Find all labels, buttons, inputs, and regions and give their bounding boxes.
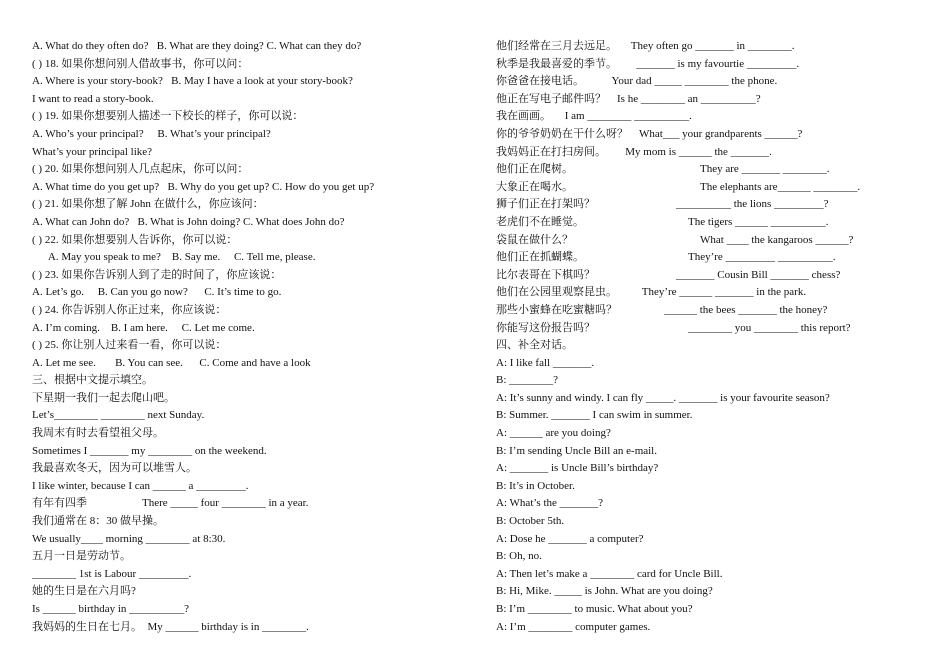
dialogue-line: A: It’s sunny and windy. I can fly _____. _______ is your favourite season? xyxy=(496,391,830,404)
line-english: _______ Cousin Bill _______ chess? xyxy=(676,268,841,281)
text-line xyxy=(496,267,926,285)
dialogue-line: B: Summer. _______ I can swim in summer. xyxy=(496,409,693,422)
text-line: 他们在公园里观察昆虫。 They’re ______ _______ in the park. xyxy=(496,286,807,299)
text-line: I like winter, because I can ______ a _________. xyxy=(32,479,249,492)
dialogue-line: A: What’s the _______? xyxy=(496,497,604,510)
text-line xyxy=(496,196,926,214)
text-line xyxy=(496,320,926,338)
text-line xyxy=(496,232,926,250)
dialogue-line: A: Then let’s make a ________ card for Uncle Bill. xyxy=(496,567,723,580)
text-line: ________ 1st is Labour _________. xyxy=(32,567,192,580)
line-english: The elephants are______ ________. xyxy=(700,180,861,193)
text-line: 她的生日是在六月吗? xyxy=(32,585,136,598)
text-line: We usually____ morning ________ at 8:30. xyxy=(32,532,226,545)
text-line: 我最喜欢冬天，因为可以堆雪人。 xyxy=(32,462,197,475)
text-line xyxy=(496,214,926,232)
text-line: A. What can John do? B. What is John doing? C. What does John do? xyxy=(32,215,345,228)
dialogue-line: B: Oh, no. xyxy=(496,550,542,563)
line-english: The tigers ______ __________. xyxy=(688,215,829,228)
dialogue-line: A: ______ are you doing? xyxy=(496,427,611,440)
dialogue-line: B: I’m sending Uncle Bill an e-mail. xyxy=(496,444,657,457)
text-line xyxy=(496,302,926,320)
line-chinese: 狮子们正在打架吗？ xyxy=(496,198,595,211)
line-english: ________ you ________ this report? xyxy=(688,321,851,334)
line-english: There _____ four ________ in a year. xyxy=(142,497,309,510)
text-line: Sometimes I _______ my ________ on the weekend. xyxy=(32,444,267,457)
left-column xyxy=(32,38,452,636)
dialogue-line: B: I’m ________ to music. What about you? xyxy=(496,603,693,615)
text-line: A. I’m coming. B. I am here. C. Let me come. xyxy=(32,321,255,334)
text-line xyxy=(496,179,926,197)
text-line: A. May you speak to me? B. Say me. C. Tell me, please. xyxy=(32,251,316,264)
line-english: __________ the lions _________? xyxy=(676,198,829,211)
text-line: 你的爷爷奶奶在干什么呀？ What___ your grandparents ______? xyxy=(496,127,803,140)
dialogue-line: A: I’m ________ computer games. xyxy=(496,620,651,633)
text-line: 我周末有时去看望祖父母。 xyxy=(32,427,164,440)
text-line: What’s your principal like? xyxy=(32,145,153,158)
question-21: ( ) 21. 如果你想了解 John 在做什么，你应该问： xyxy=(32,198,264,211)
text-line: 秋季是我最喜爱的季节。 _______ is my favourtie _________. xyxy=(496,57,800,70)
question-20: ( ) 20. 如果你想问别人几点起床，你可以问： xyxy=(32,163,249,176)
text-line xyxy=(32,495,452,513)
text-line: 他正在写电子邮件吗？ Is he ________ an __________? xyxy=(496,92,761,105)
text-line: 下星期一我们一起去爬山吧。 xyxy=(32,391,175,404)
line-english: They are _______ ________. xyxy=(700,163,830,176)
dialogue-line: A: I like fall _______. xyxy=(496,356,595,369)
question-22: ( ) 22. 如果你想要别人告诉你，你可以说： xyxy=(32,233,238,246)
text-line xyxy=(496,249,926,267)
line-chinese: 袋鼠在做什么？ xyxy=(496,233,573,246)
text-line: 我在画画。 I am ________ __________. xyxy=(496,110,692,123)
text-line: A. Let me see. B. You can see. C. Come and have a look xyxy=(32,356,311,369)
line-english: What ____ the kangaroos ______? xyxy=(700,233,854,246)
text-line: I want to read a story-book. xyxy=(32,92,154,105)
question-18: ( ) 18. 如果你想问别人借故事书，你可以问： xyxy=(32,57,249,70)
question-25: ( ) 25. 你让别人过来看一看，你可以说： xyxy=(32,339,227,352)
dialogue-line: B: ________? xyxy=(496,374,559,387)
section-heading-3: 三、根据中文提示填空。 xyxy=(32,374,153,387)
question-23: ( ) 23. 如果你告诉别人到了走的时间了，你应该说： xyxy=(32,268,282,281)
dialogue-line: A: Dose he _______ a computer? xyxy=(496,532,644,545)
text-line: 五月一日是劳动节。 xyxy=(32,550,131,563)
dialogue-line: B: Hi, Mike. _____ is John. What are you doing? xyxy=(496,585,713,598)
text-line: 我妈妈正在打扫房间。 My mom is ______ the _______. xyxy=(496,145,772,158)
line-chinese: 他们正在抓蝴蝶。 xyxy=(496,251,584,264)
line-chinese: 大象正在喝水。 xyxy=(496,180,573,193)
line-chinese: 他们正在爬树。 xyxy=(496,163,573,176)
text-line: A. What do they often do? B. What are they doing? C. What can they do? xyxy=(32,40,362,52)
text-line: Is ______ birthday in __________? xyxy=(32,603,190,615)
text-line: 我们通常在 8：30 做早操。 xyxy=(32,515,164,528)
dialogue-line: B: It’s in October. xyxy=(496,479,575,492)
section-heading-4: 四、补全对话。 xyxy=(496,339,573,352)
line-chinese: 老虎们不在睡觉。 xyxy=(496,215,584,228)
text-line: 我妈妈的生日在七月。 My ______ birthday is in ________. xyxy=(32,620,309,633)
text-line: Let’s________ ________ next Sunday. xyxy=(32,409,205,422)
line-english: ______ the bees _______ the honey? xyxy=(664,303,828,316)
dialogue-line: B: October 5th. xyxy=(496,515,565,528)
line-chinese: 有年有四季 xyxy=(32,497,87,510)
question-24: ( ) 24. 你告诉别人你正过来，你应该说： xyxy=(32,303,227,316)
text-line xyxy=(496,161,926,179)
text-line: A. Who’s your principal? B. What’s your principal? xyxy=(32,127,271,140)
text-line: 你爸爸在接电话。 Your dad _____ ________ the phone. xyxy=(496,75,778,88)
line-chinese: 那些小蜜蜂在吃蜜糖吗？ xyxy=(496,303,617,316)
line-chinese: 你能写这份报告吗？ xyxy=(496,321,595,334)
question-19: ( ) 19. 如果你想要别人描述一下校长的样子，你可以说： xyxy=(32,110,304,123)
text-line: A. What time do you get up? B. Why do you get up? C. How do you get up? xyxy=(32,180,375,193)
text-line: A. Where is your story-book? B. May I have a look at your story-book? xyxy=(32,75,353,88)
text-line: A. Let’s go. B. Can you go now? C. It’s time to go. xyxy=(32,286,282,299)
line-chinese: 比尔表哥在下棋吗？ xyxy=(496,268,595,281)
line-english: They’re _________ __________. xyxy=(688,251,836,264)
right-column xyxy=(496,38,926,636)
text-line: 他们经常在三月去远足。 They often go _______ in ________. xyxy=(496,40,795,52)
dialogue-line: A: _______ is Uncle Bill’s birthday? xyxy=(496,462,659,475)
